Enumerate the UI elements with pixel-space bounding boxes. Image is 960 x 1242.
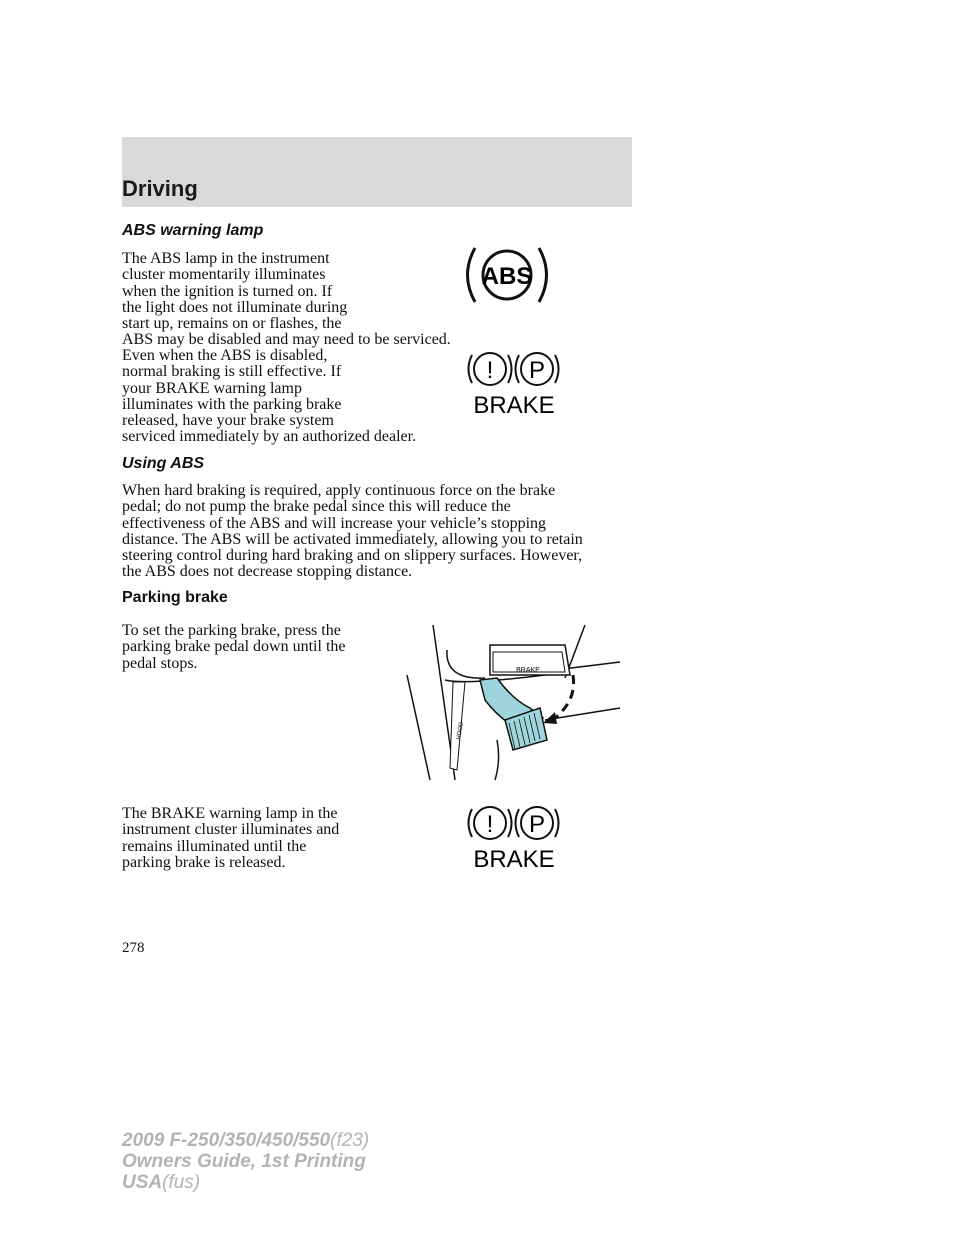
- brake-icon-label: BRAKE: [473, 392, 555, 419]
- abs-warning-lamp-icon: [462, 240, 552, 310]
- hood-release-label: HOOD: [456, 721, 466, 741]
- footer-edition: Owners Guide, 1st Printing: [122, 1151, 366, 1172]
- section-title: Driving: [122, 176, 198, 201]
- parking-p-icon: P: [528, 811, 546, 838]
- footer-market: USA: [122, 1172, 163, 1193]
- abs-icon-text: ABS: [481, 263, 533, 290]
- exclamation-icon: !: [486, 357, 494, 384]
- release-handle-label: BRAKE: [516, 667, 540, 674]
- abs-warning-heading: ABS warning lamp: [122, 222, 264, 239]
- using-abs-heading: Using ABS: [122, 455, 205, 472]
- footer-market-code: (fus): [162, 1172, 201, 1193]
- abs-paragraph-1: The ABS lamp in the instrument cluster momentarily illuminates when the ignition is turned on. If the light does not illuminate during start up, remains on or flashes, the ABS may be disabled and may need to be serviced.: [122, 250, 451, 349]
- parking-p-icon: P: [528, 357, 546, 384]
- abs-paragraph-2: Even when the ABS is disabled, normal braking is still effective. If your BRAKE warning lamp illuminates with the parking brake released, have your brake system serviced immediately by an authorized dealer.: [122, 347, 417, 446]
- page-number: 278: [122, 940, 145, 956]
- footer-model-code: (f23): [330, 1130, 370, 1151]
- brake-icon-label: BRAKE: [473, 846, 555, 873]
- brake-warning-lamp-icon-2: [464, 804, 564, 874]
- parking-brake-paragraph-2: The BRAKE warning lamp in the instrument cluster illuminates and remains illuminated until the parking brake is released.: [122, 805, 340, 871]
- footer-model: 2009 F-250/350/450/550: [122, 1130, 331, 1151]
- parking-brake-heading: Parking brake: [122, 589, 228, 606]
- print-footer: [122, 1130, 369, 1193]
- parking-brake-pedal-illustration: [405, 620, 625, 785]
- parking-brake-paragraph-1: To set the parking brake, press the parking brake pedal down until the pedal stops.: [122, 622, 346, 672]
- brake-warning-lamp-icon: [464, 350, 564, 420]
- header-band: [122, 137, 632, 207]
- exclamation-icon: !: [486, 811, 494, 838]
- using-abs-paragraph: When hard braking is required, apply continuous force on the brake pedal; do not pump the brake pedal since this will reduce the effectiveness of the ABS and will increase your vehicle’s stopping distance. The ABS will be activated immediately, allowing you to retain steering control during hard braking and on slippery surfaces. However, the ABS does not decrease stopping distance.: [122, 482, 583, 581]
